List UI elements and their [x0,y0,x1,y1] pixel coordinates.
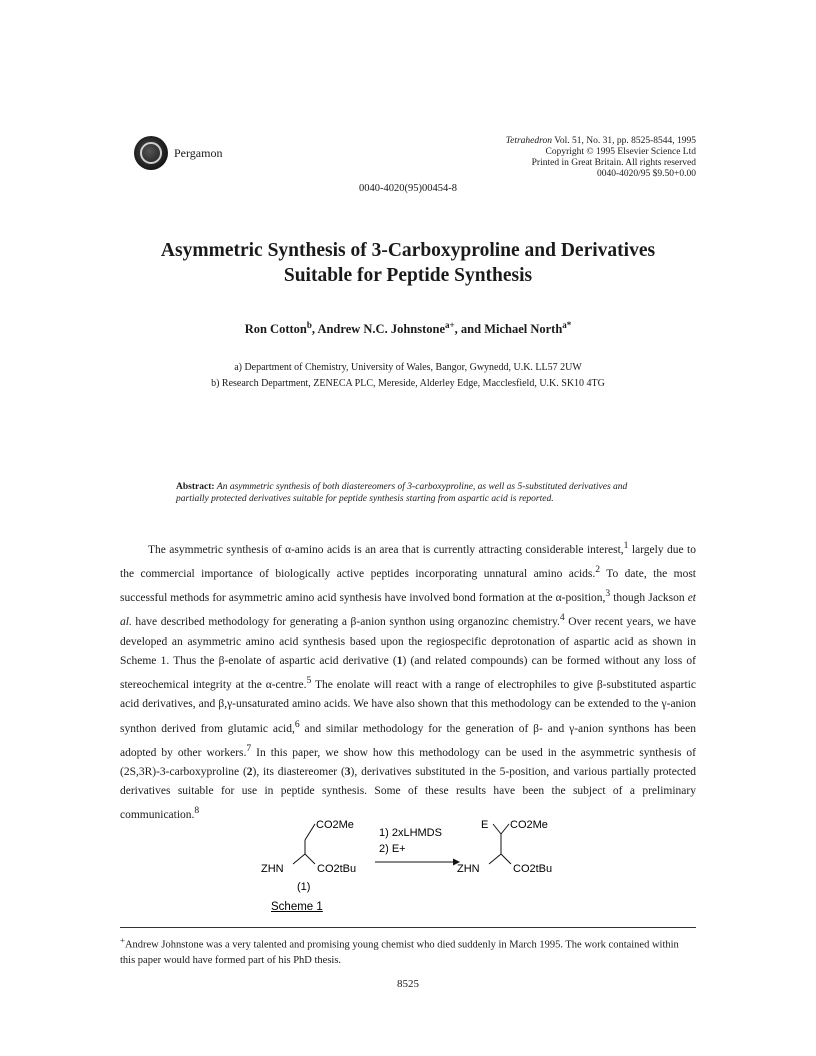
bond [501,824,509,834]
reference-mark: 3 [605,588,611,600]
footnote-text: Andrew Johnstone was a very talented and promising young chemist who died suddenly in March 1995. The work contained within this paper would have formed part of his PhD thesis. [120,939,679,966]
paper-title [120,238,696,288]
abstract-label: Abstract: [176,482,215,492]
compound-number: 1 [396,654,403,667]
left-ester-top: CO2Me [316,819,354,831]
issn-price-line: 0040-4020/95 $9.50+0.00 [596,169,696,179]
reference-mark: 5 [306,675,312,687]
bond [489,854,501,864]
bond [493,824,501,834]
author-2-affil: a+ [445,320,455,330]
body-text-run: have described methodology for generating a β-anion synthon using organozinc chemistry. [131,616,560,629]
author-2: Andrew N.C. Johnstone [317,322,446,337]
right-ester-top: CO2Me [510,819,548,831]
reference-mark: 4 [559,612,565,624]
bond [305,854,315,864]
body-text-run: To date, the most successful methods for asymmetric amino acid synthesis have involved bond formation at the α-position, [120,567,696,605]
compound-label: (1) [297,881,311,893]
author-3-affil: a* [562,320,572,330]
affiliation-b: b) Research Department, ZENECA PLC, Mereside, Alderley Edge, Macclesfield, U.K. SK10 4TG [211,378,605,389]
bond [293,854,305,864]
footnote [120,933,696,968]
author-1: Ron Cotton [244,322,307,337]
author-separator: , and [454,322,485,337]
copyright-line: Copyright © 1995 Elsevier Science Ltd [545,147,696,157]
body-text-run: ) (and related compounds) can be formed without any loss of stereochemical integrity at the α-centre. [120,654,696,691]
body-text-run: though Jackson [610,592,688,605]
reference-mark: 8 [194,805,200,817]
affiliation-a: a) Department of Chemistry, University of Wales, Bangor, Gwynedd, U.K. LL57 2UW [234,362,582,373]
body-text-run: Over recent years, we have developed an asymmetric amino acid synthesis based upon the regiospecific deprotonation of aspartic acid as shown in Scheme 1. Thus the β-enolate of aspartic acid derivative ( [120,616,696,667]
electrophile-substituent: E [481,819,489,831]
body-text-run: ), derivatives substituted in the 5-position, and various partially protected derivatives suitable for use in peptide synthesis. Some of these results have been the subject of a preliminary communication. [120,765,697,822]
reference-mark: 7 [246,742,252,754]
author-list [0,320,816,337]
printed-line: Printed in Great Britain. All rights reserved [531,158,696,168]
scheme-caption: Scheme 1 [271,901,323,912]
author-separator: , [311,322,318,337]
scheme-1-diagram [257,812,577,912]
body-text-run: In this paper, we show how this methodology can be used in the asymmetric synthesis of (2S,3R)-3-carboxyproline ( [120,746,696,778]
author-1-affil: b [306,320,312,330]
reference-mark: 1 [623,540,629,551]
right-amine: ZHN [457,863,480,875]
bond [501,854,511,864]
doi-code: 0040-4020(95)00454-8 [359,183,457,194]
left-ester-bottom: CO2tBu [317,863,357,875]
body-text-run: largely due to the commercial importance of biologically active peptides incorporating unnatural amino acids. [120,543,696,580]
body-text-run: ), its diastereomer ( [252,765,345,778]
reference-mark: 2 [595,564,601,576]
reference-mark: 6 [294,718,300,730]
title-line-1: Asymmetric Synthesis of 3-Carboxyproline and Derivatives [160,240,656,261]
journal-info [506,136,696,180]
compound-number: 3 [344,765,351,778]
publisher-block [134,136,222,170]
page-number: 8525 [397,978,419,990]
footnote-mark: + [120,935,125,945]
right-ester-bottom: CO2tBu [513,863,553,875]
abstract-text: An asymmetric synthesis of both diastereomers of 3-carboxyproline, as well as 5-substituted derivatives and partially protected derivatives suitable for peptide synthesis starting from aspartic acid is reported. [176,482,628,504]
bond [305,824,315,840]
left-amine: ZHN [261,863,284,875]
abstract [176,481,646,505]
journal-name: Tetrahedron [505,136,552,146]
body-italic: et al. [120,592,696,629]
compound-number: 2 [246,765,253,778]
body-text-run: The enolate will react with a range of electrophiles to give β-substituted aspartic acid derivatives, and β,γ-unsaturated amino acids. We have also shown that this methodology can be extended to the γ-anion synthon derived from glutamic acid, [120,678,697,735]
pergamon-logo-icon [134,136,168,170]
footnote-divider [120,927,696,928]
reagent-step-2: 2) E+ [379,843,406,855]
body-text-run: The asymmetric synthesis of α-amino acids is an area that is currently attracting considerable interest, [148,543,624,556]
journal-volume: Vol. 51, No. 31, pp. 8525-8544, 1995 [551,136,696,146]
journal-citation [506,136,696,147]
publisher-name: Pergamon [174,145,223,160]
reagent-step-1: 1) 2xLHMDS [379,827,442,839]
title-line-2: Suitable for Peptide Synthesis [283,265,533,286]
body-paragraph [120,536,696,825]
body-text-run: and similar methodology for the generation of β- and γ-anion synthons has been adopted by other workers. [120,722,697,759]
author-3: Michael North [484,322,563,337]
